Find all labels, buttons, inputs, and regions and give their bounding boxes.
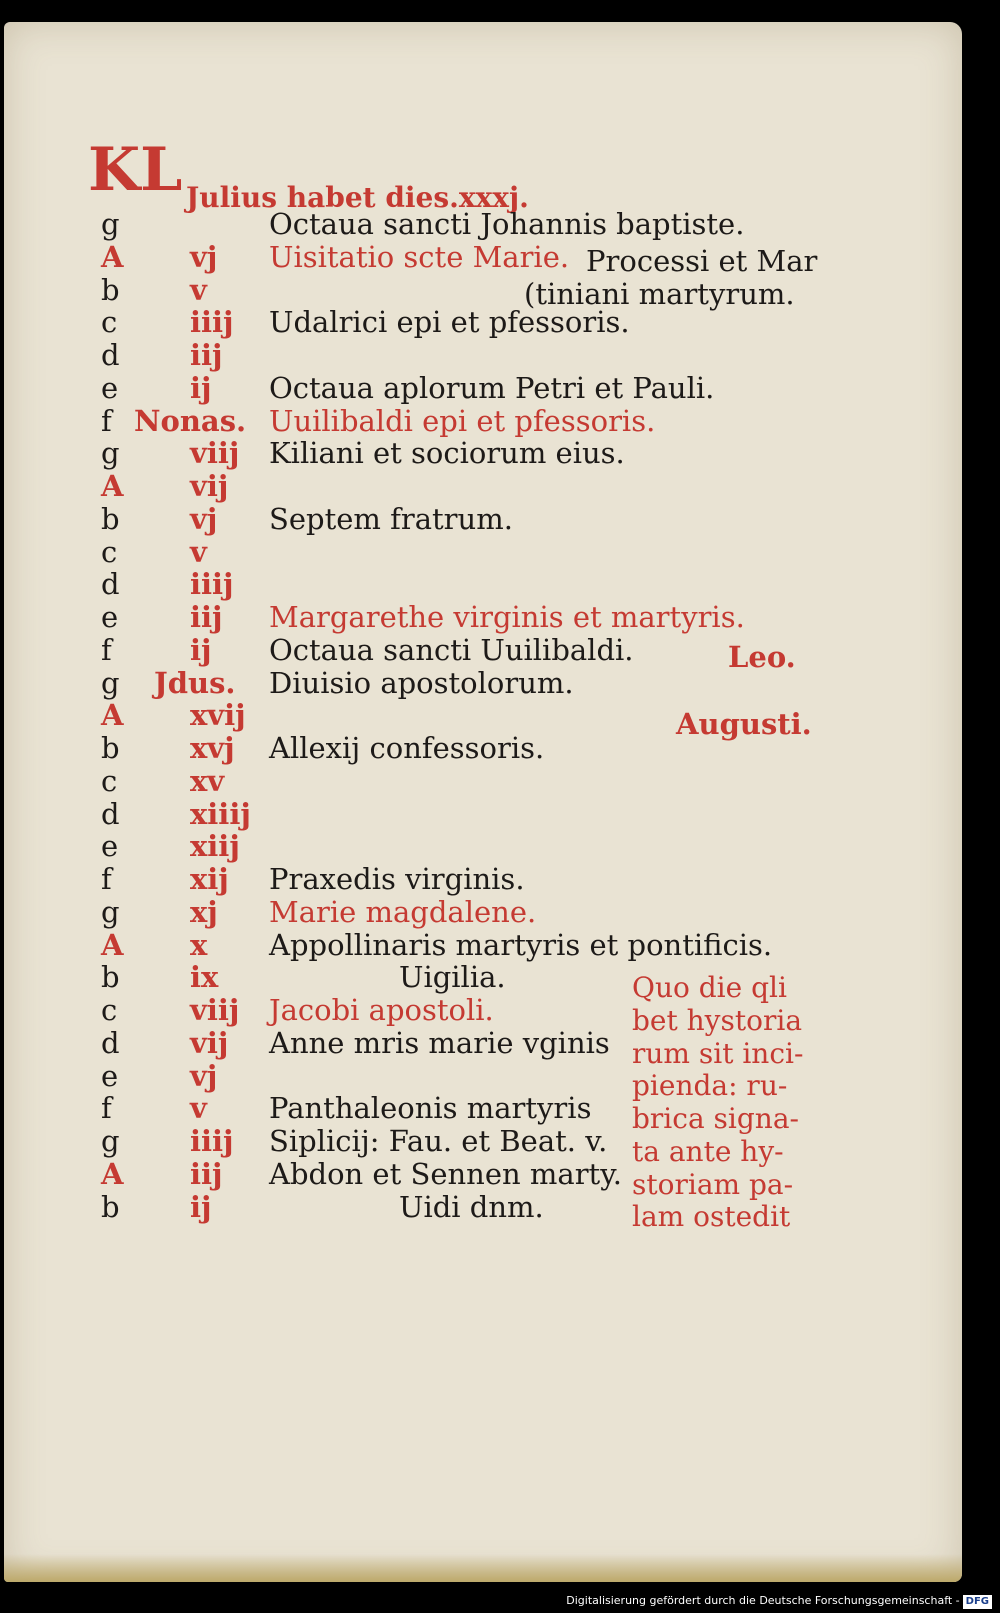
- processi-line-2: (tiniani martyrum.: [524, 277, 795, 311]
- leo-note: Leo.: [728, 640, 796, 674]
- dominical-letter: b: [101, 502, 120, 536]
- month-heading: Julius habet dies.xxxj.: [186, 181, 529, 214]
- dfg-footer: [566, 1594, 992, 1609]
- footer-text: Digitalisierung gefördert durch die Deutsche Forschungsgemeinschaft -: [566, 1594, 960, 1607]
- rubric-line: storiam pa-: [632, 1168, 794, 1201]
- day-number: Jdus.: [154, 666, 236, 700]
- dominical-letter: A: [101, 698, 124, 732]
- rubric-line: pienda: ru-: [632, 1069, 788, 1102]
- feast-entry: Udalrici epi et pfessoris.: [269, 305, 630, 339]
- feast-entry: Allexij confessoris.: [269, 731, 545, 765]
- dominical-letter: c: [101, 535, 118, 569]
- day-number: xv: [190, 764, 225, 798]
- dominical-letter: c: [101, 764, 118, 798]
- feast-entry: Octaua sancti Johannis baptiste.: [269, 207, 745, 241]
- day-number: xiij: [190, 829, 240, 863]
- day-number: iiij: [190, 567, 234, 601]
- augusti-note: Augusti.: [676, 707, 812, 741]
- day-number: vij: [190, 1026, 229, 1060]
- day-number: iij: [190, 338, 223, 372]
- manuscript-page: [4, 22, 962, 1582]
- feast-entry: Diuisio apostolorum.: [269, 666, 574, 700]
- rubric-line: ta ante hy-: [632, 1135, 784, 1168]
- dominical-letter: g: [101, 436, 120, 470]
- dominical-letter: b: [101, 1190, 120, 1224]
- day-number: iiij: [190, 305, 234, 339]
- feast-entry: Octaua sancti Uuilibaldi.: [269, 633, 634, 667]
- dfg-logo: DFG: [963, 1595, 992, 1609]
- feast-entry: Siplicij: Fau. et Beat. v.: [269, 1124, 608, 1158]
- day-number: vj: [190, 1059, 218, 1093]
- dominical-letter: e: [101, 1059, 119, 1093]
- feast-entry: Margarethe virginis et martyris.: [269, 600, 745, 634]
- day-number: ij: [190, 1190, 212, 1224]
- dominical-letter: f: [101, 1091, 112, 1125]
- dominical-letter: g: [101, 666, 120, 700]
- day-number: ij: [190, 633, 212, 667]
- day-number: ij: [190, 371, 212, 405]
- feast-entry: Anne mris marie vginis: [269, 1026, 610, 1060]
- processi-line-1: Processi et Mar: [586, 244, 818, 278]
- dominical-letter: A: [101, 469, 124, 503]
- feast-entry: Panthaleonis martyris: [269, 1091, 592, 1125]
- day-number: iij: [190, 600, 223, 634]
- feast-entry: Abdon et Sennen marty.: [269, 1157, 622, 1191]
- day-number: xvij: [190, 698, 246, 732]
- day-number: Nonas.: [134, 404, 247, 438]
- feast-entry: Jacobi apostoli.: [269, 993, 494, 1027]
- feast-entry: Uisitatio scte Marie.: [269, 240, 570, 274]
- dominical-letter: b: [101, 273, 120, 307]
- day-number: xvj: [190, 731, 235, 765]
- dominical-letter: A: [101, 1157, 124, 1191]
- day-number: v: [190, 273, 207, 307]
- day-number: xj: [190, 895, 218, 929]
- dominical-letter: c: [101, 993, 118, 1027]
- feast-entry: Marie magdalene.: [269, 895, 537, 929]
- dominical-letter: d: [101, 797, 120, 831]
- dominical-letter: e: [101, 600, 119, 634]
- day-number: vj: [190, 502, 218, 536]
- day-number: iij: [190, 1157, 223, 1191]
- dominical-letter: f: [101, 404, 112, 438]
- day-number: xiiij: [190, 797, 251, 831]
- dominical-letter: g: [101, 1124, 120, 1158]
- dominical-letter: d: [101, 567, 120, 601]
- day-number: ix: [190, 960, 219, 994]
- dominical-letter: b: [101, 960, 120, 994]
- feast-entry: Uuilibaldi epi et pfessoris.: [269, 404, 656, 438]
- feast-entry: Praxedis virginis.: [269, 862, 525, 896]
- day-number: viij: [190, 436, 240, 470]
- day-number: v: [190, 1091, 207, 1125]
- dominical-letter: d: [101, 338, 120, 372]
- dominical-letter: e: [101, 829, 119, 863]
- day-number: x: [190, 928, 208, 962]
- dominical-letter: c: [101, 305, 118, 339]
- decorated-initial: KL: [88, 135, 183, 205]
- dominical-letter: A: [101, 240, 124, 274]
- feast-entry: Appollinaris martyris et pontificis.: [269, 928, 773, 962]
- day-number: xij: [190, 862, 229, 896]
- rubric-line: rum sit inci-: [632, 1037, 804, 1070]
- dominical-letter: b: [101, 731, 120, 765]
- rubric-line: Quo die qli: [632, 971, 787, 1004]
- dominical-letter: f: [101, 862, 112, 896]
- rubric-line: bet hystoria: [632, 1004, 803, 1037]
- day-number: v: [190, 535, 207, 569]
- dominical-letter: A: [101, 928, 124, 962]
- feast-entry: Kiliani et sociorum eius.: [269, 436, 625, 470]
- rubric-line: brica signa-: [632, 1102, 799, 1135]
- feast-entry: Uidi dnm.: [399, 1190, 544, 1224]
- day-number: iiij: [190, 1124, 234, 1158]
- rubric-line: lam ostedit: [632, 1200, 791, 1233]
- day-number: viij: [190, 993, 240, 1027]
- day-number: vij: [190, 469, 229, 503]
- dominical-letter: g: [101, 895, 120, 929]
- day-number: vj: [190, 240, 218, 274]
- dominical-letter: e: [101, 371, 119, 405]
- feast-entry: Uigilia.: [399, 960, 506, 994]
- dominical-letter: f: [101, 633, 112, 667]
- dominical-letter: d: [101, 1026, 120, 1060]
- feast-entry: Septem fratrum.: [269, 502, 513, 536]
- dominical-letter: g: [101, 207, 120, 241]
- feast-entry: Octaua aplorum Petri et Pauli.: [269, 371, 715, 405]
